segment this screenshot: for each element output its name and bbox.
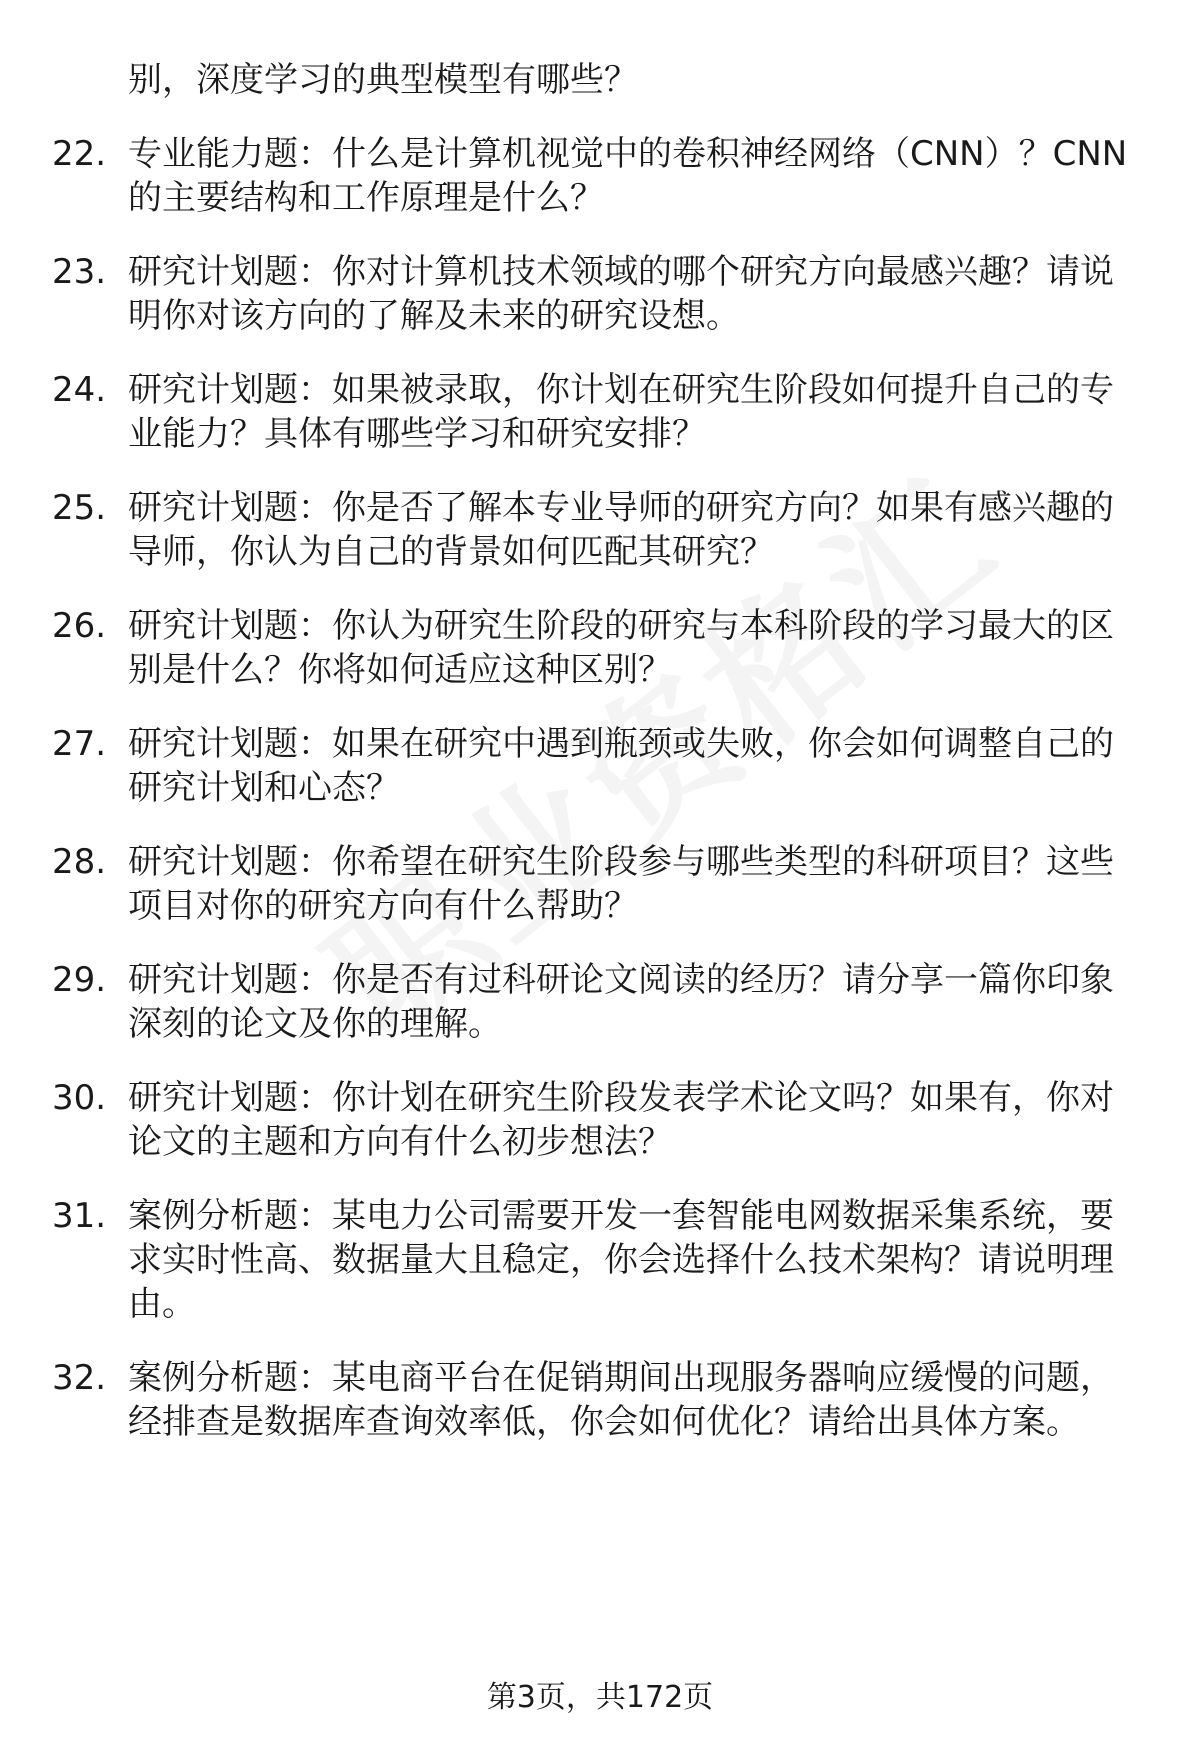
item-number: 29.	[52, 960, 107, 1000]
list-item	[52, 132, 1152, 220]
list-item	[52, 368, 1152, 456]
list-item	[52, 1194, 1152, 1326]
page-footer: 第3页，共172页	[486, 1680, 714, 1715]
item-text: 研究计划题：如果在研究中遇到瓶颈或失败，你会如何调整自己的研究计划和心态？	[128, 724, 1114, 808]
item-number: 25.	[52, 488, 107, 528]
item-text: 研究计划题：你认为研究生阶段的研究与本科阶段的学习最大的区别是什么？你将如何适应这种区别？	[128, 606, 1114, 690]
item-text: 研究计划题：如果被录取，你计划在研究生阶段如何提升自己的专业能力？具体有哪些学习和研究安排？	[128, 370, 1114, 454]
item-number: 24.	[52, 370, 107, 410]
continued-text: 别，深度学习的典型模型有哪些？	[128, 60, 638, 100]
item-number: 30.	[52, 1078, 107, 1118]
item-text: 研究计划题：你对计算机技术领域的哪个研究方向最感兴趣？请说明你对该方向的了解及未来的研究设想。	[128, 252, 1114, 336]
item-number: 22.	[52, 134, 107, 174]
list-item	[52, 1076, 1152, 1164]
item-text: 研究计划题：你希望在研究生阶段参与哪些类型的科研项目？这些项目对你的研究方向有什么帮助？	[128, 842, 1114, 926]
item-number: 26.	[52, 606, 107, 646]
item-number: 27.	[52, 724, 107, 764]
list-item	[52, 604, 1152, 692]
item-number: 28.	[52, 842, 107, 882]
list-item	[52, 486, 1152, 574]
list-item	[52, 1356, 1152, 1444]
item-number: 23.	[52, 252, 107, 292]
item-text: 案例分析题：某电力公司需要开发一套智能电网数据采集系统，要求实时性高、数据量大且稳定，你会选择什么技术架构？请说明理由。	[128, 1196, 1114, 1324]
item-text: 专业能力题：什么是计算机视觉中的卷积神经网络（CNN）？CNN的主要结构和工作原理是什么？	[128, 134, 1128, 218]
list-item	[52, 958, 1152, 1046]
item-text: 案例分析题：某电商平台在促销期间出现服务器响应缓慢的问题，经排查是数据库查询效率低，你会如何优化？请给出具体方案。	[128, 1358, 1114, 1442]
item-number: 32.	[52, 1358, 107, 1398]
list-item	[52, 840, 1152, 928]
list-item	[52, 722, 1152, 810]
item-text: 研究计划题：你是否了解本专业导师的研究方向？如果有感兴趣的导师，你认为自己的背景如何匹配其研究？	[128, 488, 1114, 572]
list-item	[52, 250, 1152, 338]
item-text: 研究计划题：你计划在研究生阶段发表学术论文吗？如果有，你对论文的主题和方向有什么初步想法？	[128, 1078, 1114, 1162]
item-number: 31.	[52, 1196, 107, 1236]
item-text: 研究计划题：你是否有过科研论文阅读的经历？请分享一篇你印象深刻的论文及你的理解。	[128, 960, 1114, 1044]
